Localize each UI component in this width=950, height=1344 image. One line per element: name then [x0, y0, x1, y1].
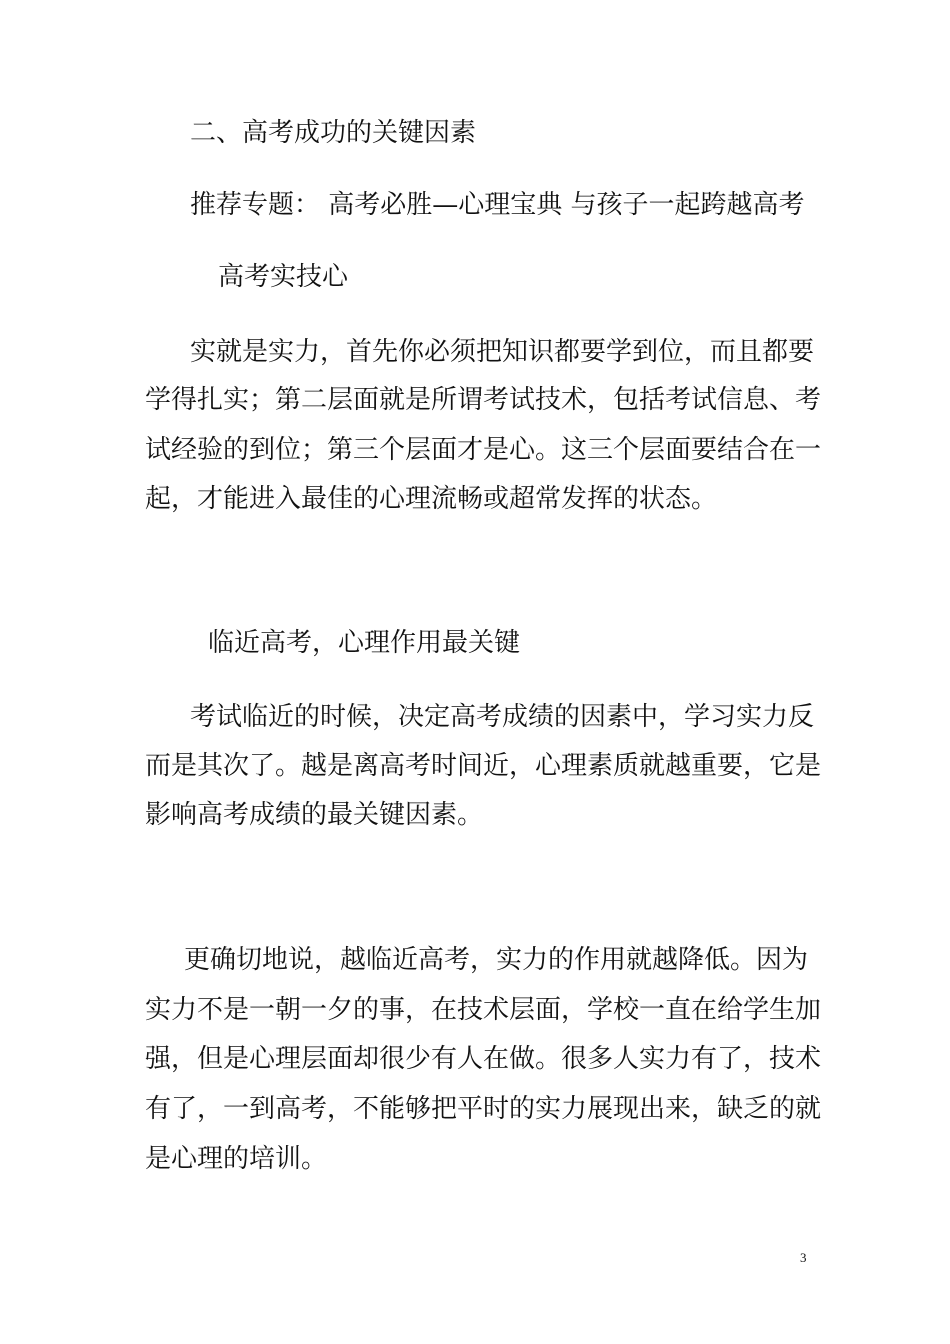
paragraph-line: 学得扎实；第二层面就是所谓考试技术，包括考试信息、考	[145, 385, 822, 415]
paragraph-line: 起，才能进入最佳的心理流畅或超常发挥的状态。	[145, 484, 718, 514]
paragraph-line: 是心理的培训。	[145, 1144, 328, 1174]
paragraph-line: 有了，一到高考，不能够把平时的实力展现出来，缺乏的就	[145, 1094, 822, 1124]
paragraph-line: 实就是实力，首先你必须把知识都要学到位，而且都要	[190, 337, 815, 367]
paragraph-line: 更确切地说，越临近高考，实力的作用就越降低。因为	[184, 945, 809, 975]
paragraph-line: 考试临近的时候，决定高考成绩的因素中，学习实力反	[190, 702, 815, 732]
section-heading: 二、高考成功的关键因素	[190, 118, 477, 148]
page-number: 3	[800, 1250, 807, 1265]
subtitle-skill-mind: 高考实技心	[218, 262, 349, 292]
paragraph-line: 影响高考成绩的最关键因素。	[145, 800, 484, 830]
paragraph-line: 强，但是心理层面却很少有人在做。很多人实力有了，技术	[145, 1044, 822, 1074]
paragraph-line: 实力不是一朝一夕的事，在技术层面，学校一直在给学生加	[145, 995, 822, 1025]
paragraph-line: 而是其次了。越是离高考时间近，心理素质就越重要，它是	[145, 751, 822, 781]
subtitle-psychology-key: 临近高考，心理作用最关键	[208, 628, 521, 658]
recommended-topics: 推荐专题： 高考必胜—心理宝典 与孩子一起跨越高考	[190, 190, 805, 220]
paragraph-line: 试经验的到位；第三个层面才是心。这三个层面要结合在一	[145, 435, 822, 465]
